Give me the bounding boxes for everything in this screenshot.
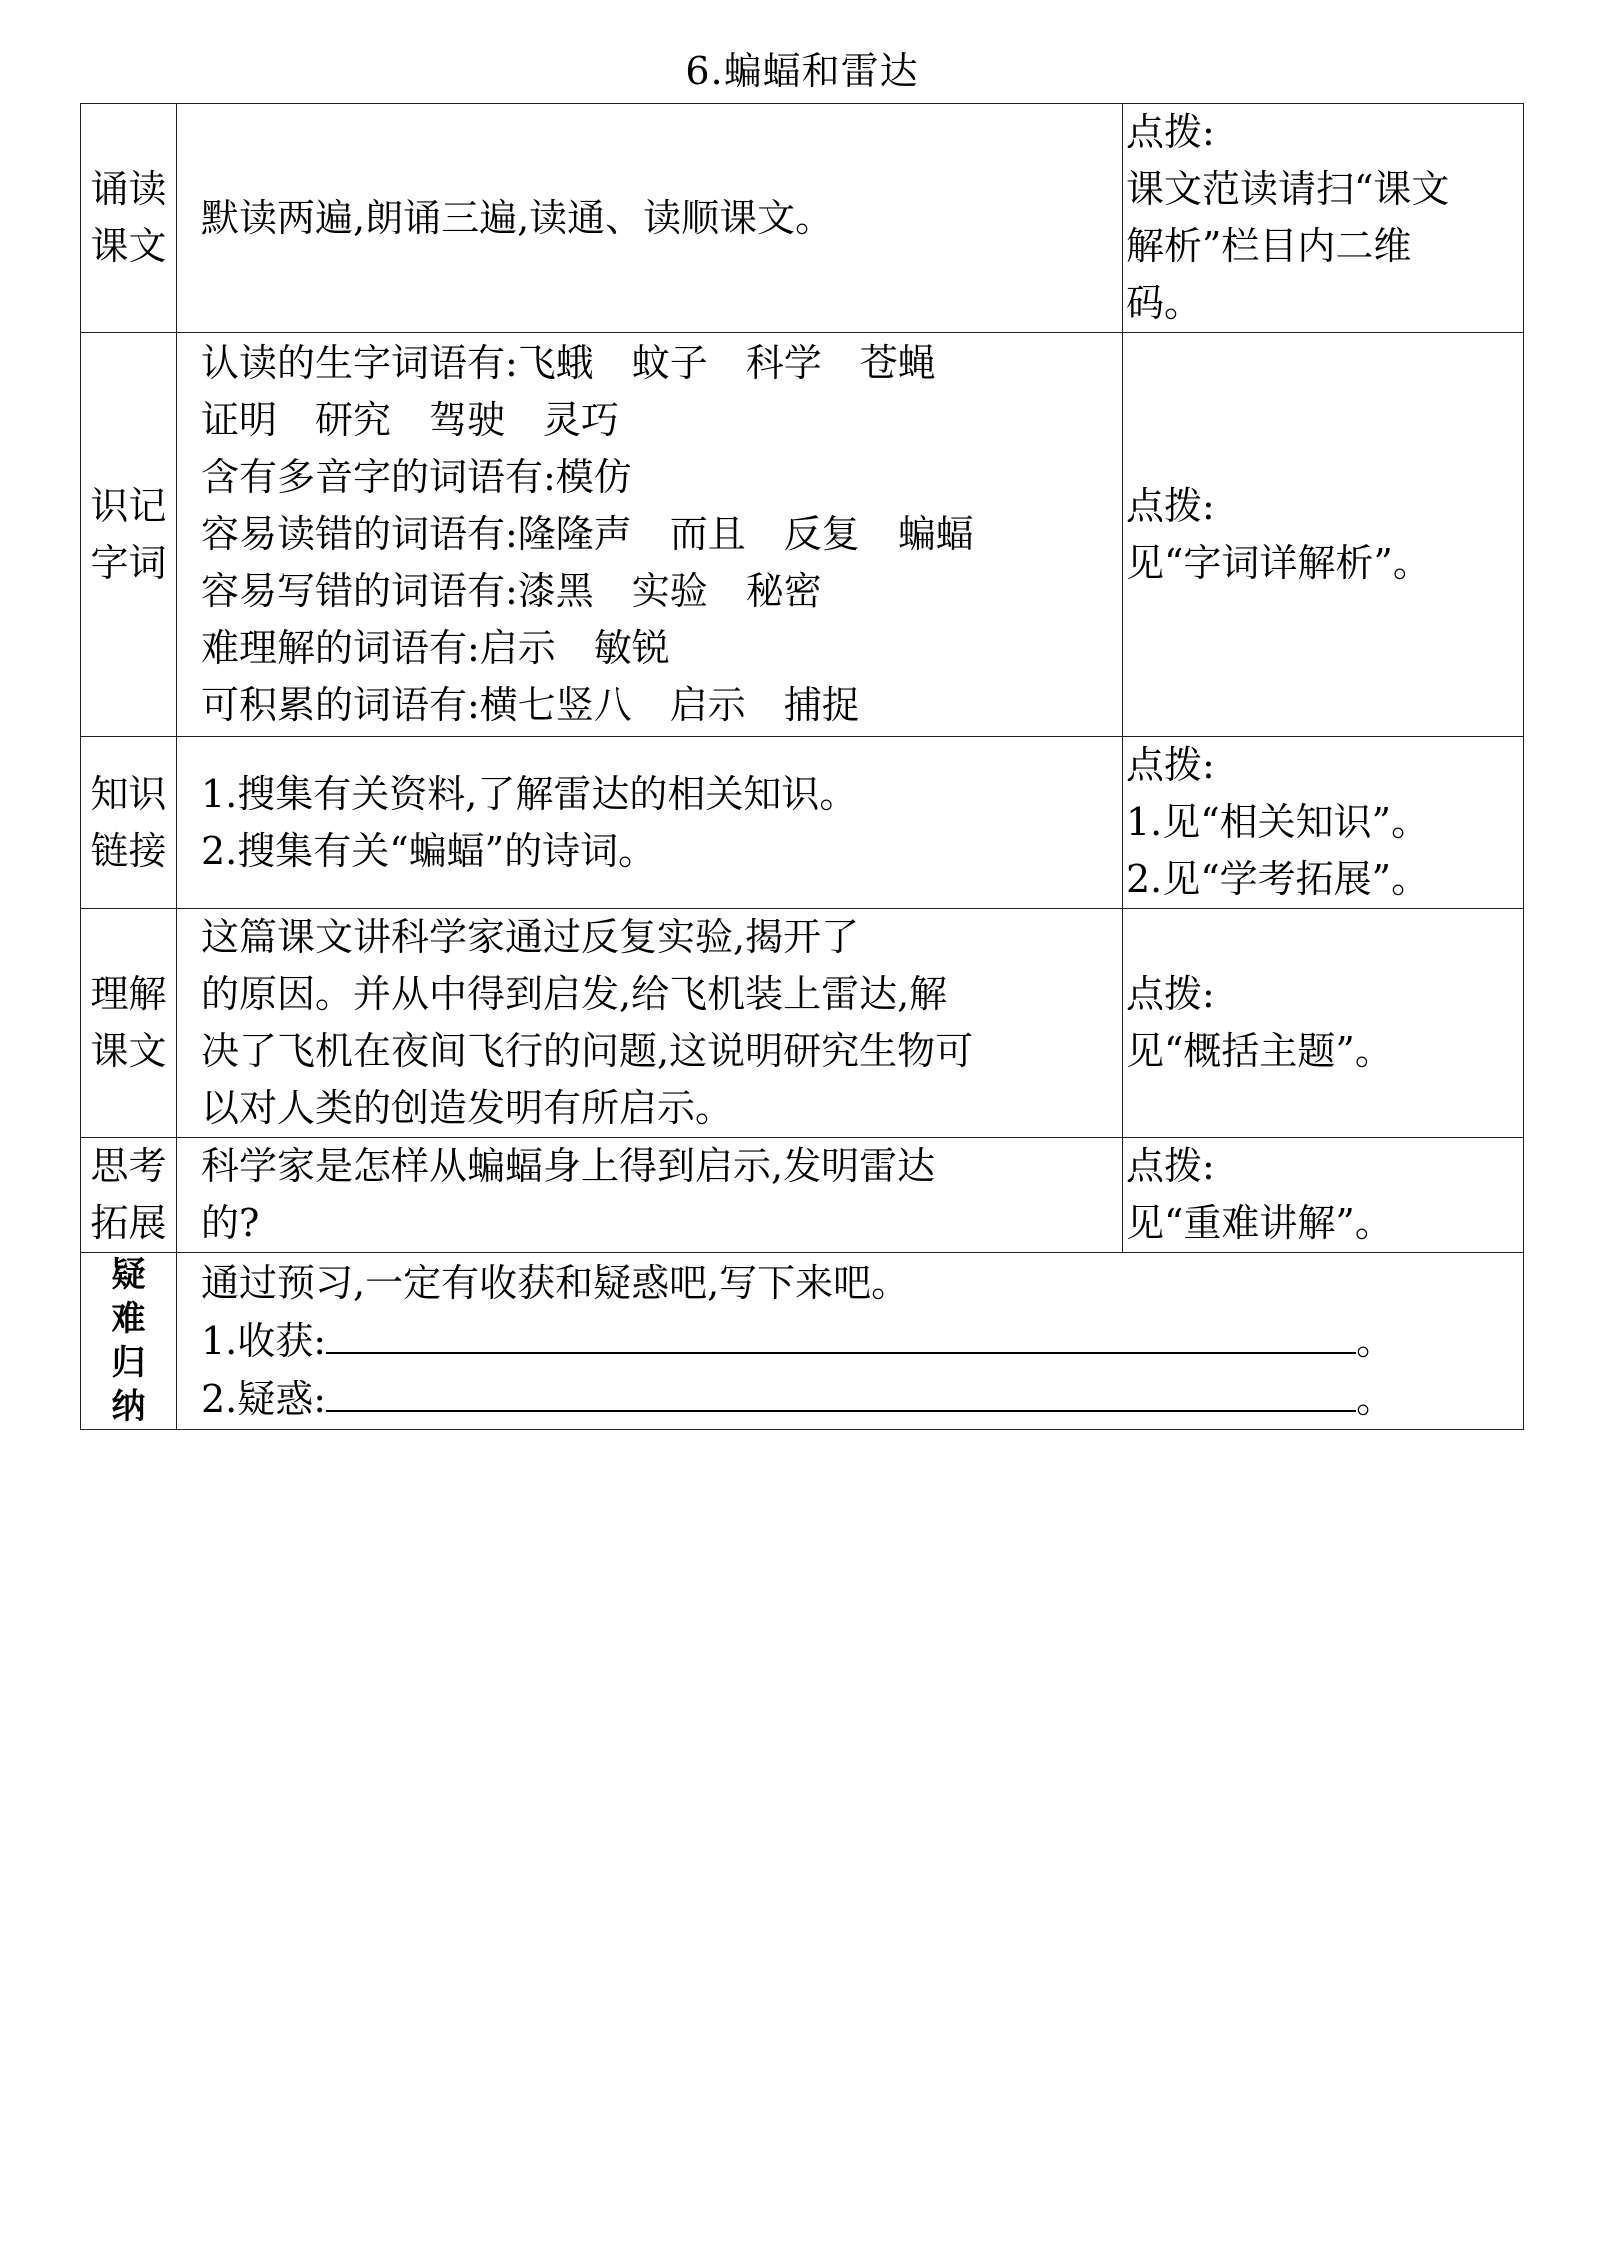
content-line: 含有多音字的词语有:模仿 bbox=[201, 455, 632, 499]
tip-line: 课文范读请扫“课文 bbox=[1126, 167, 1450, 211]
row-content bbox=[177, 1253, 1524, 1430]
content-line: 容易读错的词语有:隆隆声 而且 反复 蝙蝠 bbox=[201, 512, 974, 556]
table-row bbox=[81, 1138, 1524, 1253]
content-line: 通过预习,一定有收获和疑惑吧,写下来吧。 bbox=[201, 1260, 910, 1305]
row-content bbox=[177, 909, 1123, 1138]
tip-line: 见“字词详解析”。 bbox=[1126, 540, 1431, 585]
content-line: 认读的生字词语有:飞蛾 蚊子 科学 苍蝇 bbox=[201, 341, 936, 385]
content-line: 以对人类的创造发明有所启示。 bbox=[201, 1086, 734, 1130]
tip-cell bbox=[1123, 333, 1524, 737]
content-line: 的原因。并从中得到启发,给飞机装上雷达,解 bbox=[201, 972, 948, 1016]
tip-cell bbox=[1123, 1138, 1524, 1253]
tip-label: 点拨: bbox=[1126, 483, 1215, 528]
doubt-label: 2.疑惑: bbox=[201, 1376, 327, 1421]
doubt-line bbox=[201, 1370, 1519, 1428]
tip-cell bbox=[1123, 104, 1524, 333]
table-row bbox=[81, 104, 1524, 333]
tip-label: 点拨: bbox=[1126, 972, 1215, 1016]
row-content bbox=[177, 737, 1123, 909]
row-label: 思考 拓展 bbox=[81, 1138, 177, 1253]
content-line: 的? bbox=[201, 1201, 260, 1245]
row-label: 理解 课文 bbox=[81, 909, 177, 1138]
tip-cell bbox=[1123, 909, 1524, 1138]
gain-label: 1.收获: bbox=[201, 1318, 327, 1363]
content-line: 可积累的词语有:横七竖八 启示 捕捉 bbox=[201, 683, 860, 727]
tip-line: 见“概括主题”。 bbox=[1126, 1029, 1393, 1073]
tip-label: 点拨: bbox=[1126, 743, 1215, 787]
table-row bbox=[81, 333, 1524, 737]
row-content bbox=[177, 333, 1123, 737]
row-label: 疑 难 归 纳 bbox=[81, 1253, 177, 1430]
content-line: 科学家是怎样从蝙蝠身上得到启示,发明雷达 bbox=[201, 1144, 936, 1188]
doubt-blank[interactable] bbox=[326, 1370, 1356, 1412]
doubt-suffix: 。 bbox=[1356, 1376, 1395, 1421]
table-row bbox=[81, 1253, 1524, 1430]
gain-blank[interactable] bbox=[326, 1312, 1356, 1354]
row-content bbox=[177, 1138, 1123, 1253]
row-content bbox=[177, 104, 1123, 333]
tip-line: 2.见“学考拓展”。 bbox=[1126, 857, 1430, 901]
page-title: 6.蝙蝠和雷达 bbox=[685, 49, 919, 93]
content-line: 默读两遍,朗诵三遍,读通、读顺课文。 bbox=[201, 195, 834, 240]
content-line: 证明 研究 驾驶 灵巧 bbox=[201, 398, 620, 442]
tip-cell bbox=[1123, 737, 1524, 909]
tip-line: 码。 bbox=[1126, 281, 1203, 325]
content-line: 这篇课文讲科学家通过反复实验,揭开了 bbox=[201, 915, 860, 959]
tip-label: 点拨: bbox=[1126, 110, 1215, 154]
tip-line: 见“重难讲解”。 bbox=[1126, 1201, 1393, 1245]
tip-line: 1.见“相关知识”。 bbox=[1126, 800, 1430, 844]
preview-table bbox=[80, 103, 1524, 1430]
content-line: 容易写错的词语有:漆黑 实验 秘密 bbox=[201, 569, 822, 613]
tip-line: 解析”栏目内二维 bbox=[1126, 224, 1412, 268]
gain-line bbox=[201, 1312, 1519, 1370]
row-label: 识记 字词 bbox=[81, 333, 177, 737]
table-row bbox=[81, 909, 1524, 1138]
content-line: 难理解的词语有:启示 敏锐 bbox=[201, 626, 670, 670]
row-label: 知识 链接 bbox=[81, 737, 177, 909]
content-line: 1.搜集有关资料,了解雷达的相关知识。 bbox=[201, 771, 858, 816]
content-line: 决了飞机在夜间飞行的问题,这说明研究生物可 bbox=[201, 1029, 974, 1073]
gain-suffix: 。 bbox=[1356, 1318, 1395, 1363]
row-label: 诵读 课文 bbox=[81, 104, 177, 333]
tip-label: 点拨: bbox=[1126, 1144, 1215, 1188]
table-row bbox=[81, 737, 1524, 909]
content-line: 2.搜集有关“蝙蝠”的诗词。 bbox=[201, 828, 657, 873]
